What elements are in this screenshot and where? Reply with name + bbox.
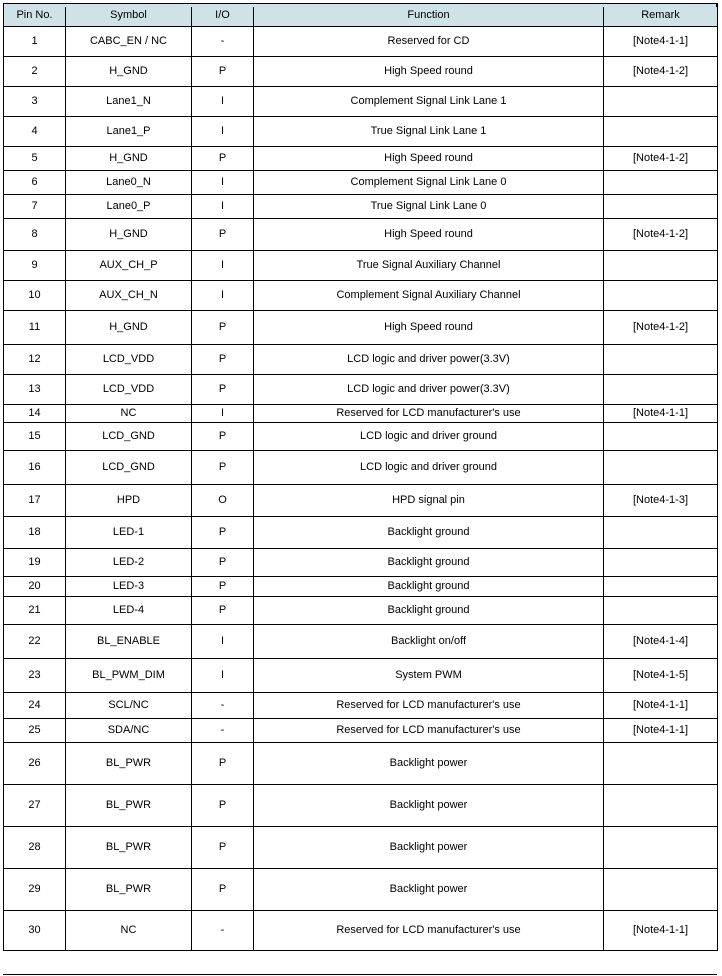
cell-io: - (192, 911, 254, 951)
cell-symbol: AUX_CH_N (66, 281, 192, 311)
table-row (4, 597, 718, 625)
pin-assignment-sheet (0, 3, 722, 976)
cell-io: O (192, 485, 254, 517)
pin-assignment-table (3, 3, 718, 951)
cell-symbol: BL_PWR (66, 785, 192, 827)
table-row (4, 117, 718, 147)
cell-remark (604, 743, 718, 785)
cell-function: High Speed round (254, 219, 604, 251)
cell-remark (604, 869, 718, 911)
table-row (4, 281, 718, 311)
cell-symbol: SCL/NC (66, 693, 192, 719)
cell-remark (604, 827, 718, 869)
cell-function: Backlight power (254, 827, 604, 869)
cell-pin-no: 19 (4, 549, 66, 577)
column-header-pin-no: Pin No. (4, 4, 66, 27)
cell-function: High Speed round (254, 57, 604, 87)
table-top-edge (3, 3, 717, 7)
cell-remark (604, 597, 718, 625)
cell-remark: [Note4-1-5] (604, 659, 718, 693)
cell-symbol: LCD_VDD (66, 345, 192, 375)
cell-function: Backlight ground (254, 517, 604, 549)
column-header-symbol: Symbol (66, 4, 192, 27)
cell-function: Complement Signal Link Lane 0 (254, 171, 604, 195)
cell-remark: [Note4-1-1] (604, 693, 718, 719)
cell-pin-no: 30 (4, 911, 66, 951)
cell-pin-no: 2 (4, 57, 66, 87)
cell-function: Backlight power (254, 743, 604, 785)
cell-io: P (192, 423, 254, 451)
cell-function: System PWM (254, 659, 604, 693)
cell-io: P (192, 375, 254, 405)
cell-symbol: H_GND (66, 311, 192, 345)
cell-symbol: NC (66, 405, 192, 423)
cell-pin-no: 16 (4, 451, 66, 485)
column-header-function: Function (254, 4, 604, 27)
cell-symbol: Lane0_N (66, 171, 192, 195)
table-row (4, 311, 718, 345)
cell-io: P (192, 57, 254, 87)
cell-remark (604, 451, 718, 485)
cell-pin-no: 6 (4, 171, 66, 195)
cell-function: Backlight ground (254, 549, 604, 577)
cell-pin-no: 17 (4, 485, 66, 517)
cell-symbol: BL_PWR (66, 869, 192, 911)
cell-symbol: LED-3 (66, 577, 192, 597)
cell-io: P (192, 219, 254, 251)
cell-function: Complement Signal Link Lane 1 (254, 87, 604, 117)
cell-io: P (192, 743, 254, 785)
table-row (4, 719, 718, 743)
cell-function: High Speed round (254, 311, 604, 345)
cell-pin-no: 23 (4, 659, 66, 693)
table-row (4, 171, 718, 195)
cell-pin-no: 1 (4, 27, 66, 57)
cell-symbol: H_GND (66, 147, 192, 171)
cell-io: P (192, 451, 254, 485)
cell-function: High Speed round (254, 147, 604, 171)
cell-symbol: SDA/NC (66, 719, 192, 743)
table-row (4, 195, 718, 219)
cell-function: Complement Signal Auxiliary Channel (254, 281, 604, 311)
cell-io: - (192, 719, 254, 743)
table-row (4, 57, 718, 87)
table-row (4, 423, 718, 451)
cell-remark (604, 117, 718, 147)
cell-pin-no: 5 (4, 147, 66, 171)
cell-pin-no: 25 (4, 719, 66, 743)
cell-pin-no: 13 (4, 375, 66, 405)
table-row (4, 577, 718, 597)
cell-function: LCD logic and driver ground (254, 423, 604, 451)
cell-io: P (192, 345, 254, 375)
cell-pin-no: 29 (4, 869, 66, 911)
cell-function: LCD logic and driver power(3.3V) (254, 345, 604, 375)
cell-function: HPD signal pin (254, 485, 604, 517)
cell-function: Backlight ground (254, 577, 604, 597)
cell-io: P (192, 869, 254, 911)
table-row (4, 517, 718, 549)
cell-io: P (192, 147, 254, 171)
cell-function: Backlight ground (254, 597, 604, 625)
table-row (4, 451, 718, 485)
cell-remark (604, 281, 718, 311)
cell-pin-no: 11 (4, 311, 66, 345)
cell-io: I (192, 195, 254, 219)
cell-pin-no: 21 (4, 597, 66, 625)
cell-pin-no: 7 (4, 195, 66, 219)
cell-remark: [Note4-1-1] (604, 27, 718, 57)
cell-io: - (192, 693, 254, 719)
cell-symbol: Lane0_P (66, 195, 192, 219)
cell-remark (604, 517, 718, 549)
table-row (4, 219, 718, 251)
cell-pin-no: 9 (4, 251, 66, 281)
cell-pin-no: 28 (4, 827, 66, 869)
cell-symbol: AUX_CH_P (66, 251, 192, 281)
table-row (4, 625, 718, 659)
cell-function: Reserved for LCD manufacturer's use (254, 405, 604, 423)
cell-symbol: HPD (66, 485, 192, 517)
cell-symbol: BL_PWR (66, 827, 192, 869)
cell-symbol: BL_PWM_DIM (66, 659, 192, 693)
cell-io: I (192, 405, 254, 423)
cell-function: Reserved for CD (254, 27, 604, 57)
cell-symbol: LCD_GND (66, 423, 192, 451)
cell-pin-no: 26 (4, 743, 66, 785)
cell-io: P (192, 577, 254, 597)
cell-remark (604, 195, 718, 219)
cell-symbol: Lane1_N (66, 87, 192, 117)
cell-symbol: CABC_EN / NC (66, 27, 192, 57)
table-row (4, 869, 718, 911)
cell-remark: [Note4-1-1] (604, 719, 718, 743)
table-row (4, 375, 718, 405)
cell-io: I (192, 251, 254, 281)
cell-remark (604, 577, 718, 597)
cell-io: P (192, 311, 254, 345)
cell-function: Reserved for LCD manufacturer's use (254, 693, 604, 719)
cell-function: LCD logic and driver power(3.3V) (254, 375, 604, 405)
cell-io: P (192, 597, 254, 625)
cell-io: I (192, 171, 254, 195)
cell-remark: [Note4-1-2] (604, 147, 718, 171)
cell-symbol: H_GND (66, 57, 192, 87)
cell-io: I (192, 625, 254, 659)
cell-remark (604, 549, 718, 577)
cell-pin-no: 24 (4, 693, 66, 719)
cell-io: I (192, 87, 254, 117)
cell-io: I (192, 117, 254, 147)
cell-pin-no: 22 (4, 625, 66, 659)
cell-pin-no: 14 (4, 405, 66, 423)
cell-pin-no: 4 (4, 117, 66, 147)
cell-remark: [Note4-1-2] (604, 311, 718, 345)
cell-function: Reserved for LCD manufacturer's use (254, 719, 604, 743)
table-bottom-edge (3, 974, 717, 975)
cell-remark (604, 345, 718, 375)
cell-function: True Signal Link Lane 0 (254, 195, 604, 219)
cell-pin-no: 27 (4, 785, 66, 827)
table-row (4, 827, 718, 869)
cell-symbol: Lane1_P (66, 117, 192, 147)
cell-symbol: LCD_VDD (66, 375, 192, 405)
table-row (4, 693, 718, 719)
cell-pin-no: 3 (4, 87, 66, 117)
table-row (4, 147, 718, 171)
cell-remark (604, 251, 718, 281)
table-row (4, 485, 718, 517)
table-row (4, 743, 718, 785)
cell-io: P (192, 549, 254, 577)
cell-function: Backlight on/off (254, 625, 604, 659)
table-row (4, 405, 718, 423)
cell-symbol: H_GND (66, 219, 192, 251)
cell-remark: [Note4-1-1] (604, 405, 718, 423)
cell-remark: [Note4-1-4] (604, 625, 718, 659)
cell-symbol: BL_ENABLE (66, 625, 192, 659)
cell-pin-no: 12 (4, 345, 66, 375)
cell-remark (604, 423, 718, 451)
column-header-io: I/O (192, 4, 254, 27)
cell-pin-no: 10 (4, 281, 66, 311)
cell-symbol: LCD_GND (66, 451, 192, 485)
cell-remark: [Note4-1-3] (604, 485, 718, 517)
table-row (4, 345, 718, 375)
table-row (4, 549, 718, 577)
cell-symbol: NC (66, 911, 192, 951)
table-row (4, 251, 718, 281)
cell-io: P (192, 827, 254, 869)
cell-symbol: LED-1 (66, 517, 192, 549)
cell-function: LCD logic and driver ground (254, 451, 604, 485)
cell-remark: [Note4-1-1] (604, 911, 718, 951)
table-row (4, 87, 718, 117)
cell-symbol: LED-4 (66, 597, 192, 625)
cell-io: P (192, 785, 254, 827)
cell-function: Reserved for LCD manufacturer's use (254, 911, 604, 951)
cell-io: P (192, 517, 254, 549)
cell-remark (604, 87, 718, 117)
table-body (4, 27, 718, 951)
cell-function: Backlight power (254, 785, 604, 827)
cell-pin-no: 15 (4, 423, 66, 451)
cell-function: True Signal Auxiliary Channel (254, 251, 604, 281)
cell-remark (604, 785, 718, 827)
table-row (4, 911, 718, 951)
cell-remark: [Note4-1-2] (604, 57, 718, 87)
cell-pin-no: 18 (4, 517, 66, 549)
cell-io: I (192, 659, 254, 693)
column-header-remark: Remark (604, 4, 718, 27)
cell-io: I (192, 281, 254, 311)
cell-pin-no: 8 (4, 219, 66, 251)
cell-remark: [Note4-1-2] (604, 219, 718, 251)
cell-io: - (192, 27, 254, 57)
table-row (4, 785, 718, 827)
cell-function: Backlight power (254, 869, 604, 911)
cell-pin-no: 20 (4, 577, 66, 597)
cell-remark (604, 375, 718, 405)
cell-symbol: LED-2 (66, 549, 192, 577)
cell-remark (604, 171, 718, 195)
table-row (4, 659, 718, 693)
table-row (4, 27, 718, 57)
cell-symbol: BL_PWR (66, 743, 192, 785)
cell-function: True Signal Link Lane 1 (254, 117, 604, 147)
